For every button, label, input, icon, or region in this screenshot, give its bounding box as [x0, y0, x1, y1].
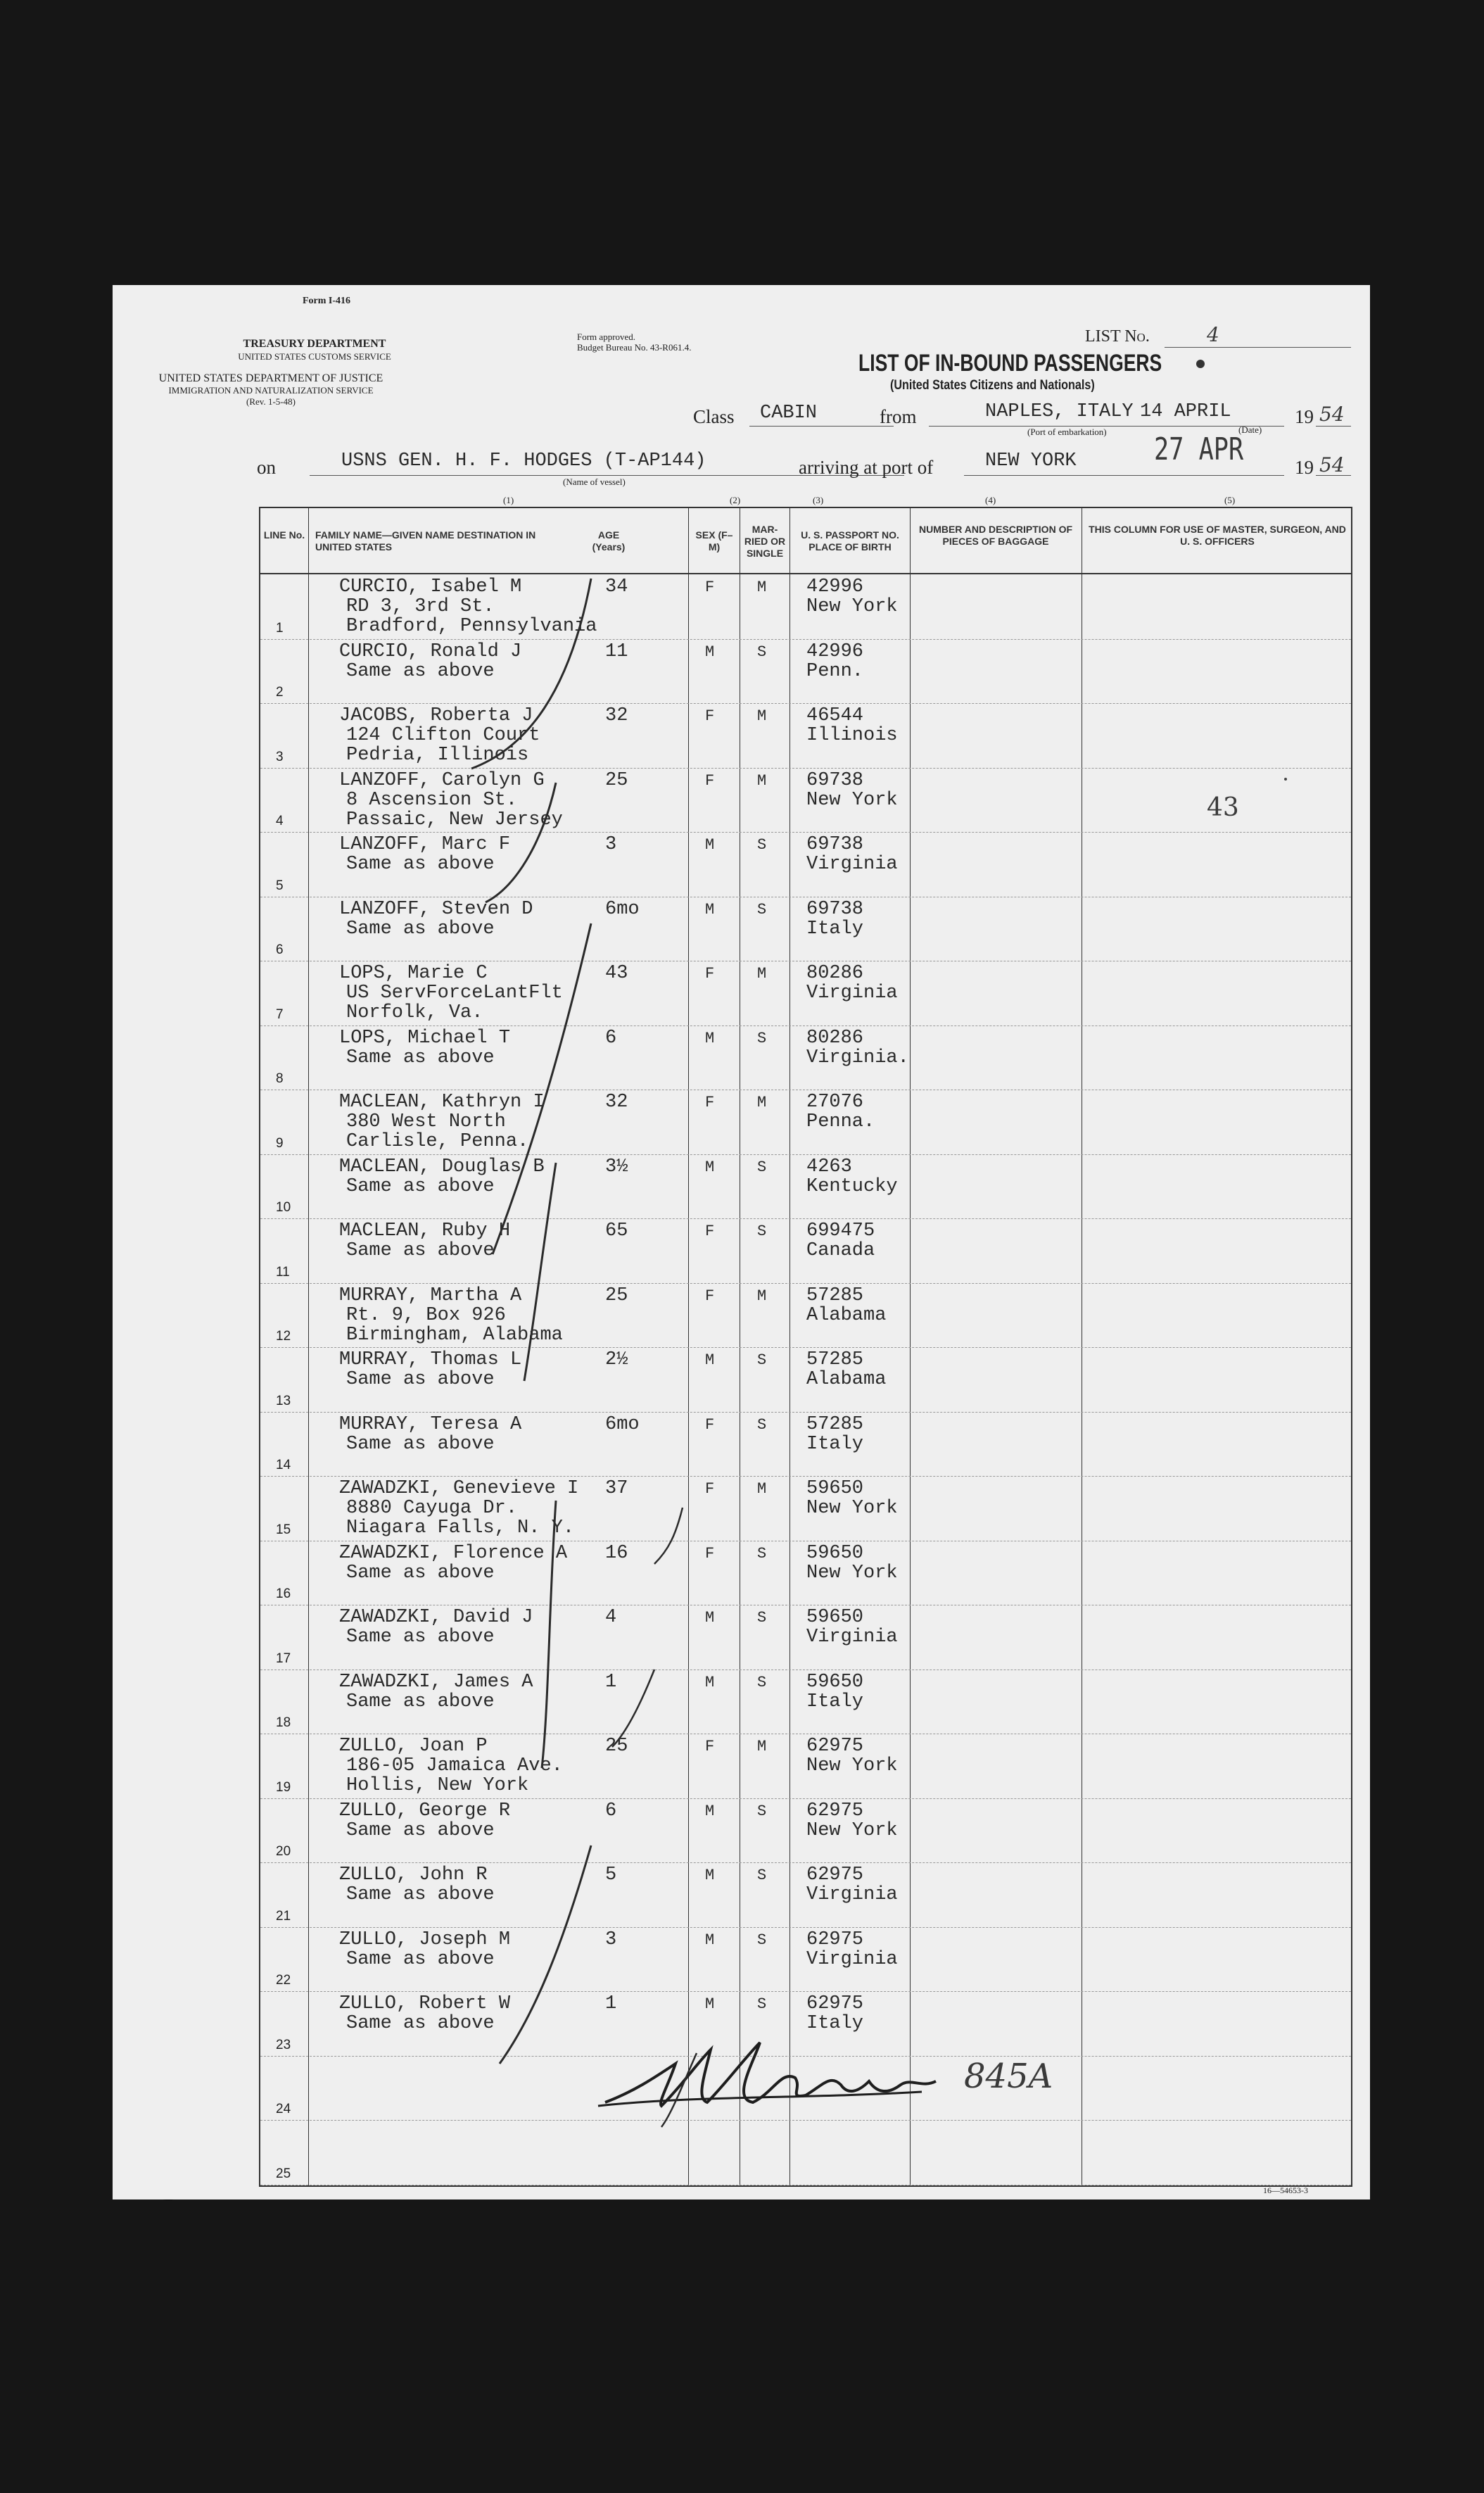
header-married: MAR-RIED OR SINGLE: [744, 524, 786, 559]
passenger-age: 6mo: [605, 898, 640, 920]
marital-status: M: [757, 1287, 767, 1305]
passenger-age: 4: [605, 1607, 617, 1628]
place-of-birth: Virginia.: [806, 1047, 909, 1068]
passenger-name: ZAWADZKI, David J: [339, 1607, 533, 1628]
passport-number: 46544: [806, 705, 864, 726]
passenger-age: 37: [605, 1478, 628, 1499]
passenger-age: 5: [605, 1864, 617, 1886]
marital-status: S: [757, 1802, 767, 1820]
place-of-birth: Italy: [806, 918, 864, 940]
passenger-sex: M: [705, 1029, 715, 1047]
marital-status: M: [757, 965, 767, 983]
passenger-age: 25: [605, 1736, 628, 1757]
passport-number: 80286: [806, 1027, 864, 1049]
passenger-name: ZAWADZKI, Genevieve I: [339, 1478, 579, 1499]
passenger-age: 32: [605, 1092, 628, 1113]
column-number-4: (4): [985, 495, 996, 505]
arrival-year-prefix: 19: [1295, 457, 1314, 478]
passport-number: 59650: [806, 1671, 864, 1693]
header-officers: THIS COLUMN FOR USE OF MASTER, SURGEON, AND U. S. OFFICERS: [1089, 524, 1346, 547]
line-number: 19: [276, 1779, 291, 1795]
line-number: 15: [276, 1522, 291, 1537]
place-of-birth: New York: [806, 596, 898, 617]
passenger-sex: M: [705, 1158, 715, 1176]
place-of-birth: Kentucky: [806, 1175, 898, 1197]
passenger-age: 3: [605, 1929, 617, 1950]
passenger-name: CURCIO, Ronald J: [339, 640, 522, 662]
from-caption: (Port of embarkation): [1027, 427, 1107, 437]
header-passport: U. S. PASSPORT NO. PLACE OF BIRTH: [801, 529, 899, 553]
destination-line-1: Same as above: [346, 1627, 495, 1648]
line-number: 12: [276, 1329, 291, 1344]
passenger-sex: F: [705, 1415, 715, 1434]
passenger-name: ZULLO, Robert W: [339, 1993, 511, 2014]
passenger-age: 25: [605, 1285, 628, 1306]
vessel-name: USNS GEN. H. F. HODGES (T-AP144): [341, 450, 706, 472]
destination-line-2: Passaic, New Jersey: [346, 809, 563, 831]
marital-status: S: [757, 1158, 767, 1176]
passenger-age: 34: [605, 576, 628, 598]
destination-line-1: RD 3, 3rd St.: [346, 596, 495, 617]
line-number: 11: [276, 1264, 290, 1280]
vessel-caption: (Name of vessel): [563, 476, 626, 487]
passenger-name: MACLEAN, Kathryn I: [339, 1092, 545, 1113]
passport-number: 69738: [806, 898, 864, 920]
line-number: 14: [276, 1458, 291, 1472]
destination-line-1: Rt. 9, Box 926: [346, 1304, 506, 1326]
marital-status: S: [757, 1673, 767, 1691]
customs-service: UNITED STATES CUSTOMS SERVICE: [238, 351, 391, 362]
passenger-name: ZULLO, John R: [339, 1864, 488, 1886]
line-number: 21: [276, 1908, 291, 1924]
place-of-birth: New York: [806, 1562, 898, 1584]
passenger-sex: M: [705, 836, 715, 854]
line-number: 5: [276, 878, 284, 893]
passenger-name: LANZOFF, Carolyn G: [339, 769, 545, 791]
passenger-name: CURCIO, Isabel M: [339, 576, 522, 598]
passport-number: 59650: [806, 1607, 864, 1628]
passenger-sex: F: [705, 965, 715, 983]
destination-line-1: Same as above: [346, 1175, 495, 1197]
header-age: AGE (Years): [592, 529, 626, 553]
passport-number: 57285: [806, 1413, 864, 1435]
marital-status: M: [757, 1738, 767, 1755]
passenger-sex: M: [705, 1609, 715, 1627]
marital-status: M: [757, 1094, 767, 1111]
passenger-table: [259, 507, 1352, 2187]
passenger-name: MURRAY, Teresa A: [339, 1413, 522, 1435]
passport-number: 62975: [806, 1736, 864, 1757]
passport-number: 699475: [806, 1220, 875, 1242]
passenger-sex: M: [705, 1802, 715, 1820]
arrival-date: 27 APR: [1154, 431, 1244, 467]
marital-status: S: [757, 1609, 767, 1627]
passenger-sex: M: [705, 1995, 715, 2013]
place-of-birth: Virginia: [806, 854, 898, 875]
place-of-birth: Penna.: [806, 1111, 875, 1132]
place-of-birth: Alabama: [806, 1369, 887, 1390]
officer-note: 43: [1207, 793, 1239, 822]
marital-status: S: [757, 836, 767, 854]
marital-status: S: [757, 1415, 767, 1434]
passenger-sex: F: [705, 771, 715, 790]
passport-number: 42996: [806, 576, 864, 598]
line-number: 1: [276, 620, 284, 636]
from-port: NAPLES, ITALY: [985, 401, 1134, 422]
passenger-age: 25: [605, 769, 628, 791]
place-of-birth: New York: [806, 1819, 898, 1841]
passenger-sex: M: [705, 900, 715, 919]
line-number: 3: [276, 749, 284, 764]
passport-number: 57285: [806, 1349, 864, 1370]
passenger-age: 3½: [605, 1156, 628, 1178]
destination-line-1: Same as above: [346, 1562, 495, 1584]
destination-line-1: Same as above: [346, 854, 495, 875]
revision-date: (Rev. 1-5-48): [246, 396, 296, 407]
place-of-birth: Virginia: [806, 1884, 898, 1905]
line-number: 24: [276, 2102, 291, 2116]
marital-status: S: [757, 1544, 767, 1563]
place-of-birth: Illinois: [806, 725, 898, 746]
passenger-name: JACOBS, Roberta J: [339, 705, 533, 726]
destination-line-1: Same as above: [346, 1047, 495, 1068]
destination-line-2: Birmingham, Alabama: [346, 1324, 563, 1346]
signature-code: 845A: [964, 2057, 1053, 2096]
passenger-age: 2½: [605, 1349, 628, 1370]
passport-number: 69738: [806, 769, 864, 791]
place-of-birth: Canada: [806, 1240, 875, 1261]
list-no-label: LIST No.: [1085, 327, 1150, 346]
destination-line-1: Same as above: [346, 1819, 495, 1841]
line-number: 8: [276, 1071, 284, 1086]
passenger-name: LOPS, Michael T: [339, 1027, 511, 1049]
passport-number: 62975: [806, 1929, 864, 1950]
marital-status: S: [757, 1223, 767, 1240]
marital-status: M: [757, 579, 767, 596]
passenger-sex: M: [705, 1867, 715, 1884]
passenger-name: ZAWADZKI, James A: [339, 1671, 533, 1693]
passenger-name: MACLEAN, Douglas B: [339, 1156, 545, 1178]
immigration-service: IMMIGRATION AND NATURALIZATION SERVICE: [168, 385, 374, 396]
arrival-port: NEW YORK: [985, 450, 1077, 472]
line-number: 20: [276, 1844, 291, 1859]
passenger-name: MURRAY, Martha A: [339, 1285, 522, 1306]
passenger-sex: F: [705, 1738, 715, 1755]
line-number: 13: [276, 1393, 291, 1408]
destination-line-1: 8 Ascension St.: [346, 789, 518, 811]
line-number: 25: [276, 2166, 291, 2181]
marital-status: S: [757, 643, 767, 661]
verification-marks: [260, 508, 1351, 2185]
place-of-birth: Penn.: [806, 660, 864, 682]
from-label: from: [880, 406, 917, 427]
passport-number: 57285: [806, 1285, 864, 1306]
line-number: 18: [276, 1715, 291, 1730]
place-of-birth: Italy: [806, 1691, 864, 1712]
passenger-name: ZULLO, Joseph M: [339, 1929, 511, 1950]
passport-number: 27076: [806, 1092, 864, 1113]
passenger-name: LANZOFF, Steven D: [339, 898, 533, 920]
passenger-age: 1: [605, 1671, 617, 1693]
place-of-birth: Italy: [806, 2013, 864, 2034]
destination-line-1: Same as above: [346, 1948, 495, 1970]
budget-bureau: Budget Bureau No. 43-R061.4.: [577, 342, 692, 353]
place-of-birth: Virginia: [806, 1627, 898, 1648]
line-number: 9: [276, 1135, 284, 1151]
passenger-sex: F: [705, 579, 715, 596]
destination-line-2: Hollis, New York: [346, 1775, 529, 1796]
header-baggage: NUMBER AND DESCRIPTION OF PIECES OF BAGGAGE: [918, 524, 1073, 547]
destination-line-2: Carlisle, Penna.: [346, 1131, 529, 1152]
passenger-name: LOPS, Marie C: [339, 963, 488, 984]
year-prefix: 19: [1295, 406, 1314, 427]
marital-status: M: [757, 771, 767, 790]
passport-number: 42996: [806, 640, 864, 662]
title-bullet: [1196, 360, 1205, 368]
destination-line-1: 8880 Cayuga Dr.: [346, 1498, 518, 1519]
marital-status: M: [757, 1480, 767, 1498]
place-of-birth: Italy: [806, 1433, 864, 1455]
destination-line-1: Same as above: [346, 1691, 495, 1712]
marital-status: S: [757, 1351, 767, 1369]
passenger-name: MACLEAN, Ruby H: [339, 1220, 511, 1242]
passenger-manifest-form: [113, 285, 1370, 2199]
destination-line-1: Same as above: [346, 1884, 495, 1905]
passenger-age: 6mo: [605, 1413, 640, 1435]
passport-number: 59650: [806, 1542, 864, 1564]
treasury-department: TREASURY DEPARTMENT: [243, 338, 386, 350]
line-number: 2: [276, 685, 284, 700]
line-number: 7: [276, 1006, 284, 1022]
vessel-column-number: (1): [503, 495, 514, 505]
marital-status: S: [757, 1029, 767, 1047]
destination-line-1: 380 West North: [346, 1111, 506, 1132]
marital-status: S: [757, 1931, 767, 1949]
passenger-age: 16: [605, 1542, 628, 1564]
passenger-name: ZULLO, Joan P: [339, 1736, 488, 1757]
page-title: LIST OF IN-BOUND PASSENGERS: [858, 350, 1162, 377]
line-number: 23: [276, 2037, 291, 2052]
page-subtitle: (United States Citizens and Nationals): [890, 378, 1095, 393]
passenger-sex: M: [705, 1931, 715, 1949]
passport-number: 69738: [806, 834, 864, 855]
arriving-label: arriving at port of: [799, 457, 934, 478]
passport-number: 4263: [806, 1156, 852, 1178]
passenger-age: 6: [605, 1800, 617, 1822]
list-no-value: 4: [1207, 323, 1219, 346]
on-label: on: [257, 457, 276, 478]
place-of-birth: Virginia: [806, 983, 898, 1004]
form-number: Form I-416: [303, 296, 351, 306]
justice-department: UNITED STATES DEPARTMENT OF JUSTICE: [158, 372, 383, 384]
place-of-birth: Virginia: [806, 1948, 898, 1970]
passenger-age: 11: [605, 640, 628, 662]
column-number-3: (3): [813, 495, 824, 505]
passenger-age: 65: [605, 1220, 628, 1242]
destination-line-2: Niagara Falls, N. Y.: [346, 1517, 575, 1539]
destination-line-1: Same as above: [346, 918, 495, 940]
marital-status: M: [757, 707, 767, 725]
destination-line-1: Same as above: [346, 660, 495, 682]
destination-line-2: Pedria, Illinois: [346, 745, 529, 766]
passenger-age: 1: [605, 1993, 617, 2014]
destination-line-2: Norfolk, Va.: [346, 1002, 483, 1023]
destination-line-1: Same as above: [346, 1433, 495, 1455]
place-of-birth: New York: [806, 789, 898, 811]
passenger-name: ZAWADZKI, Florence A: [339, 1542, 568, 1564]
passenger-sex: F: [705, 1480, 715, 1498]
marital-status: S: [757, 900, 767, 919]
passenger-sex: F: [705, 1223, 715, 1240]
line-number: 16: [276, 1586, 291, 1601]
destination-line-1: 186-05 Jamaica Ave.: [346, 1755, 563, 1776]
destination-line-2: Bradford, Pennsylvania: [346, 616, 597, 637]
header-sex: SEX (F–M): [695, 529, 733, 553]
passport-number: 62975: [806, 1864, 864, 1886]
line-number: 4: [276, 814, 284, 828]
destination-line-1: Same as above: [346, 1240, 495, 1261]
line-number: 22: [276, 1973, 291, 1988]
place-of-birth: Alabama: [806, 1304, 887, 1326]
passenger-sex: F: [705, 707, 715, 725]
destination-line-1: 124 Clifton Court: [346, 725, 540, 746]
date-caption: (Date): [1238, 424, 1262, 435]
passport-number: 62975: [806, 1800, 864, 1822]
print-code: 16—54653-3: [1263, 2185, 1308, 2195]
passenger-name: ZULLO, George R: [339, 1800, 511, 1822]
arrival-year: 54: [1319, 453, 1345, 476]
line-number: 17: [276, 1651, 291, 1666]
passenger-name: MURRAY, Thomas L: [339, 1349, 522, 1370]
embark-date: 14 APRIL: [1140, 401, 1231, 422]
passport-number: 80286: [806, 963, 864, 984]
passenger-age: 6: [605, 1027, 617, 1049]
passenger-sex: F: [705, 1544, 715, 1563]
destination-line-1: US ServForceLantFlt: [346, 983, 563, 1004]
passenger-name: LANZOFF, Marc F: [339, 834, 511, 855]
passport-number: 59650: [806, 1478, 864, 1499]
class-value: CABIN: [760, 403, 818, 424]
passenger-sex: M: [705, 643, 715, 661]
passenger-sex: M: [705, 1351, 715, 1369]
passenger-age: 3: [605, 834, 617, 855]
passenger-sex: F: [705, 1287, 715, 1305]
header-line-no: LINE No.: [263, 529, 305, 541]
column-number-2: (2): [730, 495, 741, 505]
place-of-birth: New York: [806, 1498, 898, 1519]
place-of-birth: New York: [806, 1755, 898, 1776]
passenger-sex: F: [705, 1094, 715, 1111]
passport-number: 62975: [806, 1993, 864, 2014]
line-number: 10: [276, 1200, 291, 1215]
form-approved: Form approved.: [577, 332, 636, 342]
passenger-sex: M: [705, 1673, 715, 1691]
line-number: 6: [276, 942, 284, 957]
destination-line-1: Same as above: [346, 2013, 495, 2034]
header-name: FAMILY NAME—GIVEN NAME DESTINATION IN UNITED STATES: [315, 529, 536, 553]
column-number-5: (5): [1224, 495, 1236, 505]
passenger-age: 43: [605, 963, 628, 984]
marital-status: S: [757, 1995, 767, 2013]
class-label: Class: [693, 406, 735, 427]
marital-status: S: [757, 1867, 767, 1884]
year-value: 54: [1319, 403, 1345, 426]
passenger-age: 32: [605, 705, 628, 726]
destination-line-1: Same as above: [346, 1369, 495, 1390]
